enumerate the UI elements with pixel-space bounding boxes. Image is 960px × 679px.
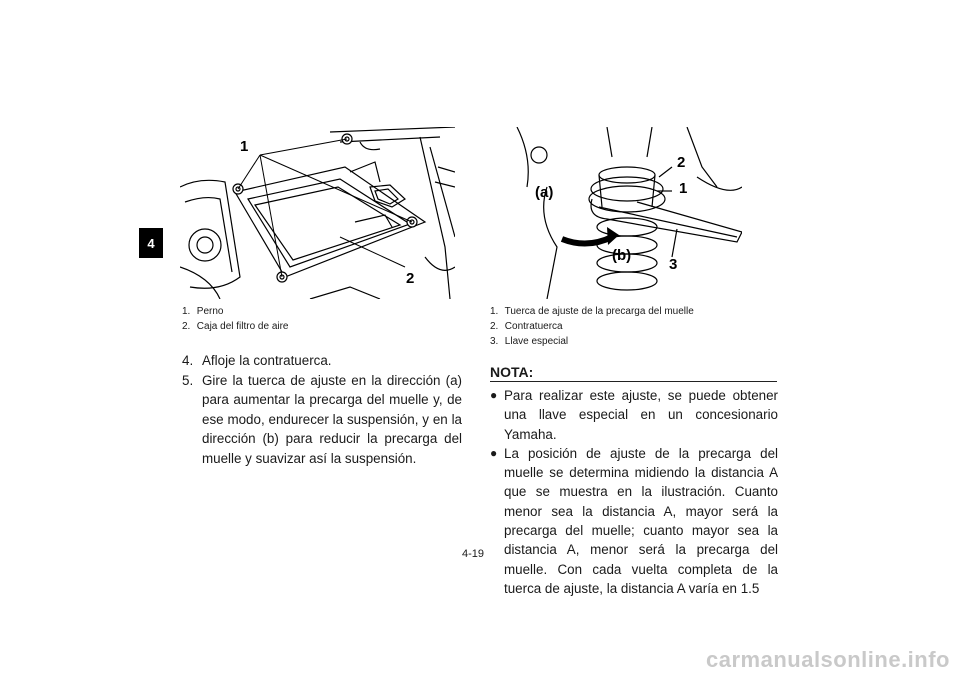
note-heading xyxy=(490,364,777,382)
spring-preload-drawing xyxy=(487,127,742,299)
callout-2: 2 xyxy=(406,270,415,287)
bullet-icon: ● xyxy=(490,388,498,402)
air-filter-drawing xyxy=(180,127,455,299)
bullet-icon: ● xyxy=(490,445,498,460)
caption-item: 3. Llave especial xyxy=(490,336,569,347)
callout-1: 1 xyxy=(240,138,249,155)
watermark: carmanualsonline.info xyxy=(706,647,950,672)
caption-item: 1. Tuerca de ajuste de la precarga del muelle xyxy=(490,306,694,317)
air-filter-illustration xyxy=(180,127,455,299)
caption-item: 2. Caja del filtro de aire xyxy=(182,321,289,332)
callout-a: (a) xyxy=(535,184,554,201)
caption-item: 1. Perno xyxy=(182,306,224,317)
right-figure-caption xyxy=(490,304,694,349)
callout-b: (b) xyxy=(612,247,632,264)
caption-item: 2. Contratuerca xyxy=(490,321,563,332)
chapter-tab: 4 xyxy=(139,228,163,258)
procedure-steps xyxy=(182,351,462,468)
note-item: ● La posición de ajuste de la precarga del muelle se determina midiendo la distancia A que se muestra en la ilustración. Cuanto menor sea la distancia A, mayor será la precarga del muelle; cuanto mayor sea la distancia A, menor será la precarga del muelle. Con cada vuelta completa de la tuerca de ajuste, la distancia A varía en 1.5 xyxy=(490,444,778,598)
page-number: 4-19 xyxy=(462,548,485,560)
note-item: ● Para realizar este ajuste, se puede obtener una llave especial en un concesionario Yamaha. xyxy=(490,386,778,444)
step-item: 4. Afloje la contratuerca. xyxy=(182,353,332,368)
callout-3: 3 xyxy=(669,256,678,273)
callout-2: 2 xyxy=(677,154,686,171)
step-item: 5. Gire la tuerca de ajuste en la dirección (a) para aumentar la precarga del muelle y, de ese modo, endurecer la suspensión, y en la dirección (b) para reducir la precarga del muelle y suavizar así la suspensión. xyxy=(182,372,462,466)
note-title: NOTA: xyxy=(490,364,536,380)
callout-1: 1 xyxy=(679,180,688,197)
note-list xyxy=(490,386,778,598)
left-figure-caption xyxy=(182,304,289,334)
spring-preload-illustration xyxy=(487,127,742,299)
